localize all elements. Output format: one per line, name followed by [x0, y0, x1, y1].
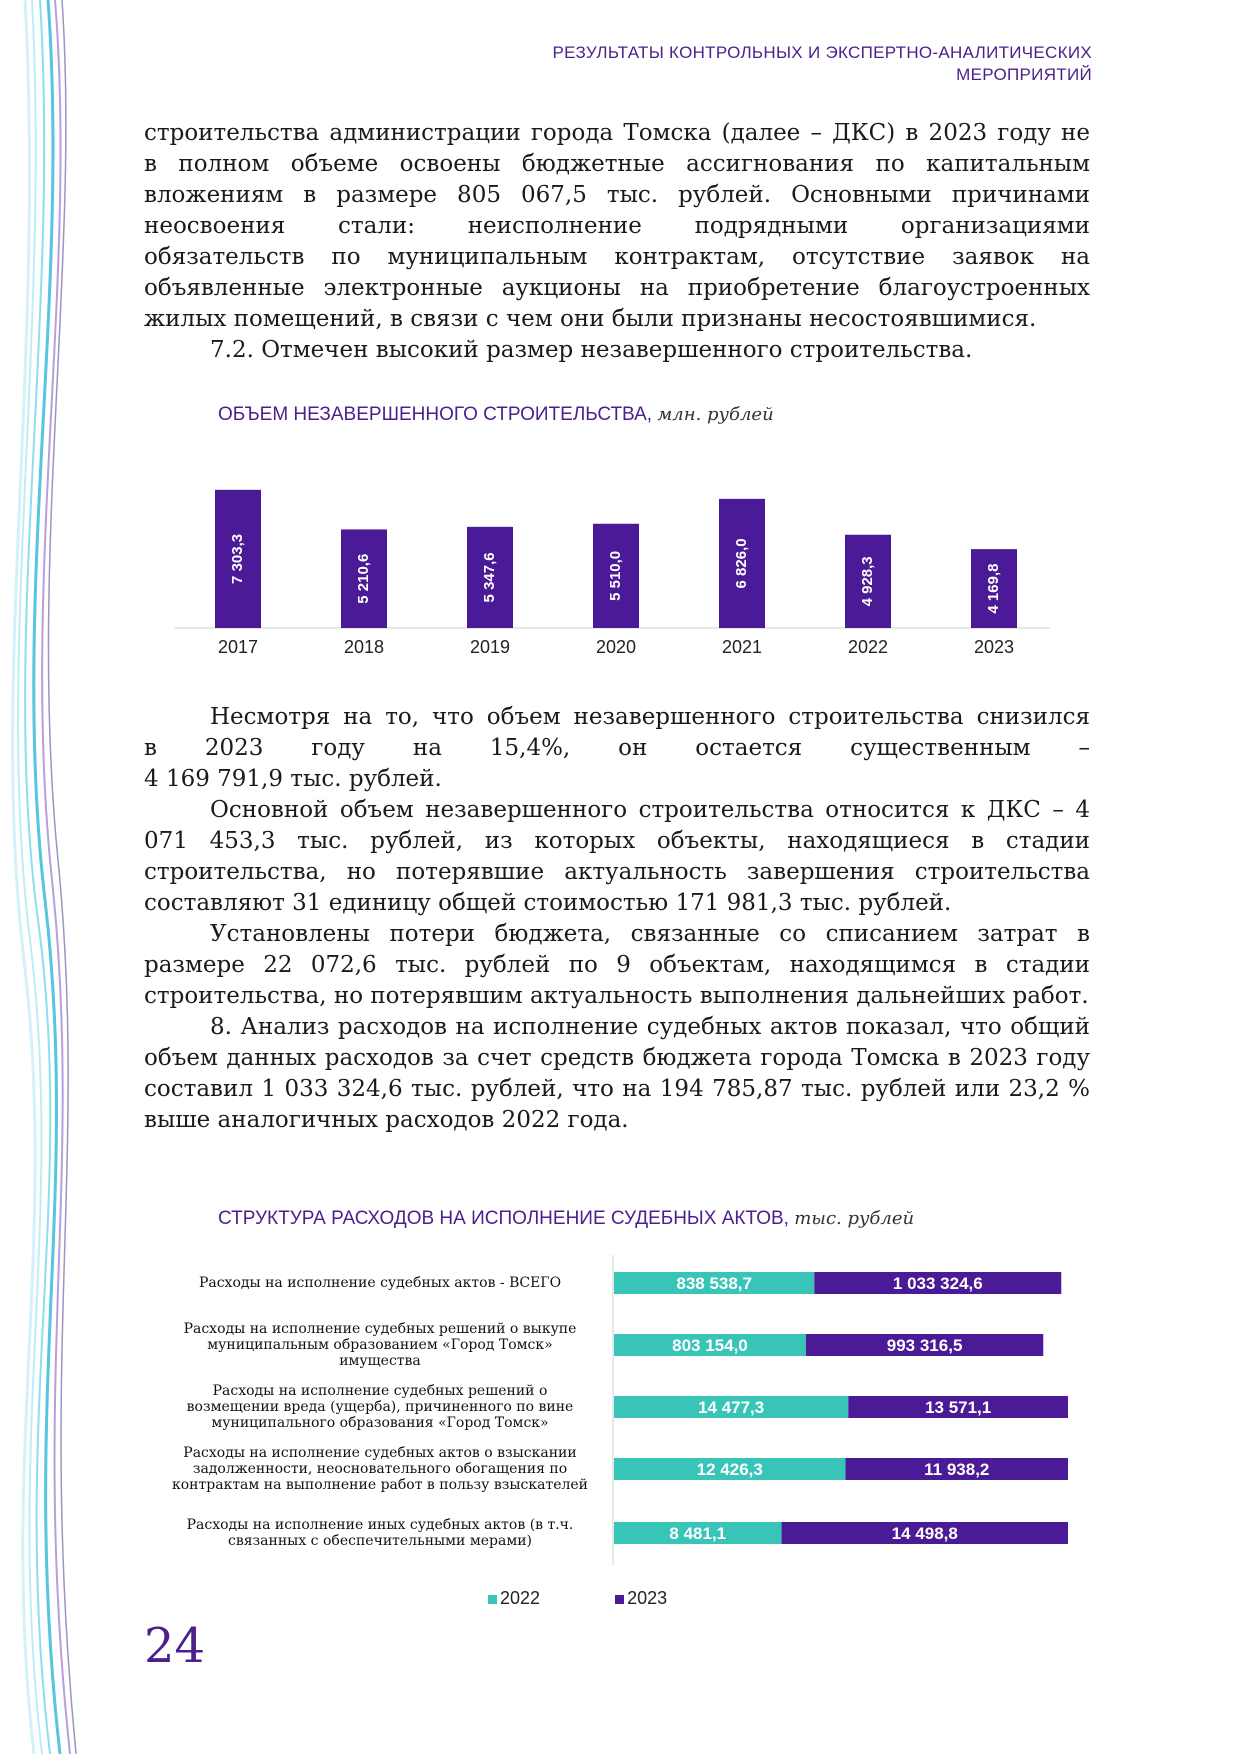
category-label-line: возмещении вреда (ущерба), причиненного по вине — [186, 1399, 574, 1415]
bar-label-2023-row-5: 14 498,8 — [891, 1524, 958, 1543]
paragraph-1-line-1: строительства администрации города Томска (далее – ДКС) в 2023 году не — [144, 120, 1090, 146]
paragraph-1-line-4: неосвоения стали: неисполнение подрядными организациями — [144, 213, 1090, 239]
category-label-line: Расходы на исполнение судебных актов - ВСЕГО — [198, 1275, 562, 1291]
paragraph-1-line-2: в полном объеме освоены бюджетные ассигнования по капитальным — [144, 151, 1090, 177]
paragraph-5: Установлены потери бюджета, связанные со списанием затрат в размере 22 072,6 тыс. рублей по 9 объектам, находящимся в стадии строительства, но потерявшим актуальность выполнения дальнейших работ. — [144, 921, 1090, 1009]
bar-label-2020: 5 510,0 — [606, 550, 624, 601]
chart-unfinished-construction — [170, 470, 1070, 670]
paragraph-3-line-2: в 2023 году на 15,4%, он остается существенным – — [144, 735, 1090, 761]
category-label-line: контрактам на выполнение работ в пользу взыскателей — [172, 1477, 588, 1493]
category-label-line: связанных с обеспечительными мерами) — [227, 1533, 533, 1549]
category-label-line: Расходы на исполнение иных судебных актов (в т.ч. — [186, 1517, 574, 1533]
page-number: 24 — [144, 1618, 206, 1674]
chart-2-title — [218, 1208, 914, 1230]
x-tick-2022: 2022 — [847, 637, 889, 657]
chart-1-title-main: ОБЪЕМ НЕЗАВЕРШЕННОГО СТРОИТЕЛЬСТВА, — [218, 404, 653, 425]
bar-label-2022: 4 928,3 — [858, 556, 876, 607]
chart-court-expenses — [612, 1255, 1082, 1565]
header-line-1: РЕЗУЛЬТАТЫ КОНТРОЛЬНЫХ И ЭКСПЕРТНО-АНАЛИТИЧЕСКИХ — [552, 43, 1092, 62]
legend-item-2023 — [615, 1588, 667, 1608]
bar-label-2023: 4 169,8 — [984, 563, 1002, 614]
x-tick-2017: 2017 — [217, 637, 259, 657]
paragraph-4: Основной объем незавершенного строительства относится к ДКС – 4 071 453,3 тыс. рублей, из которых объекты, находящиеся в стадии строительства, но потерявшие актуальность завершения строительства составляют 31 единицу общей стоимостью 171 981,3 тыс. рублей. — [144, 797, 1090, 916]
category-label-row-3 — [160, 1383, 600, 1431]
legend-swatch-2022 — [488, 1595, 497, 1604]
x-tick-2020: 2020 — [595, 637, 637, 657]
category-label-row-1 — [160, 1275, 600, 1291]
x-tick-2019: 2019 — [469, 637, 511, 657]
decorative-wave-lines — [0, 0, 80, 1754]
category-label-line: муниципального образования «Город Томск» — [211, 1415, 549, 1431]
legend-swatch-2023 — [615, 1595, 624, 1604]
paragraph-1-line-5: обязательств по муниципальным контрактам, отсутствие заявок на — [144, 244, 1090, 270]
paragraph-1-line-6: объявленные электронные аукционы на приобретение благоустроенных — [144, 275, 1090, 301]
x-tick-2023: 2023 — [973, 637, 1015, 657]
x-tick-2021: 2021 — [721, 637, 763, 657]
legend-label-2023: 2023 — [627, 1588, 668, 1608]
bar-label-2022-row-1: 838 538,7 — [676, 1274, 753, 1293]
bar-label-2023-row-1: 1 033 324,6 — [892, 1274, 983, 1293]
bar-label-2022-row-5: 8 481,1 — [669, 1524, 727, 1543]
bar-label-2022-row-4: 12 426,3 — [696, 1460, 763, 1479]
paragraph-1 — [144, 118, 1090, 366]
bar-label-2022-row-3: 14 477,3 — [698, 1398, 765, 1417]
category-label-line: Расходы на исполнение судебных решений о выкупе — [183, 1321, 577, 1337]
bar-label-2021: 6 826,0 — [732, 538, 750, 589]
paragraph-3-line-1: Несмотря на то, что объем незавершенного строительства снизился — [210, 704, 1090, 730]
paragraph-2: 7.2. Отмечен высокий размер незавершенного строительства. — [210, 337, 973, 363]
chart-2-title-main: СТРУКТУРА РАСХОДОВ НА ИСПОЛНЕНИЕ СУДЕБНЫХ АКТОВ, — [218, 1208, 789, 1229]
chart-2-title-unit: тыс. рублей — [794, 1208, 915, 1229]
bar-label-2023-row-3: 13 571,1 — [925, 1398, 992, 1417]
legend-label-2022: 2022 — [500, 1588, 541, 1608]
paragraph-3 — [144, 702, 1090, 1136]
category-label-line: Расходы на исполнение судебных актов о взыскании — [183, 1445, 577, 1461]
category-label-line: задолженности, неосновательного обогащения по — [192, 1461, 568, 1477]
bar-label-2017: 7 303,3 — [228, 533, 246, 584]
category-label-row-4 — [160, 1445, 600, 1493]
chart-2-legend — [488, 1588, 667, 1609]
header-line-2: МЕРОПРИЯТИЙ — [956, 65, 1092, 84]
bar-label-2022-row-2: 803 154,0 — [672, 1336, 748, 1355]
paragraph-3-line-3: 4 169 791,9 тыс. рублей. — [144, 766, 442, 792]
paragraph-1-line-3: вложениям в размере 805 067,5 тыс. рублей. Основными причинами — [144, 182, 1090, 208]
category-label-row-2 — [160, 1321, 600, 1369]
bar-label-2023-row-4: 11 938,2 — [924, 1460, 990, 1479]
bar-label-2023-row-2: 993 316,5 — [886, 1336, 963, 1355]
legend-item-2022 — [488, 1588, 545, 1608]
category-label-row-5 — [160, 1517, 600, 1549]
chart-1-title — [218, 404, 774, 426]
x-tick-2018: 2018 — [343, 637, 385, 657]
chart-1-title-unit: млн. рублей — [657, 404, 774, 425]
category-label-line: муниципальным образованием «Город Томск» — [207, 1337, 553, 1353]
category-label-line: имущества — [339, 1353, 421, 1369]
paragraph-1-line-7: жилых помещений, в связи с чем они были признаны несостоявшимися. — [144, 306, 1037, 332]
bar-label-2019: 5 347,6 — [480, 552, 498, 603]
category-label-line: Расходы на исполнение судебных решений о — [212, 1383, 548, 1399]
page-header — [392, 42, 1092, 86]
bar-label-2018: 5 210,6 — [354, 553, 372, 604]
paragraph-6: 8. Анализ расходов на исполнение судебных актов показал, что общий объем данных расходов за счет средств бюджета города Томска в 2023 году составил 1 033 324,6 тыс. рублей, что на 194 785,87 тыс. рублей или 23,2 % выше аналогичных расходов 2022 года. — [144, 1014, 1090, 1133]
